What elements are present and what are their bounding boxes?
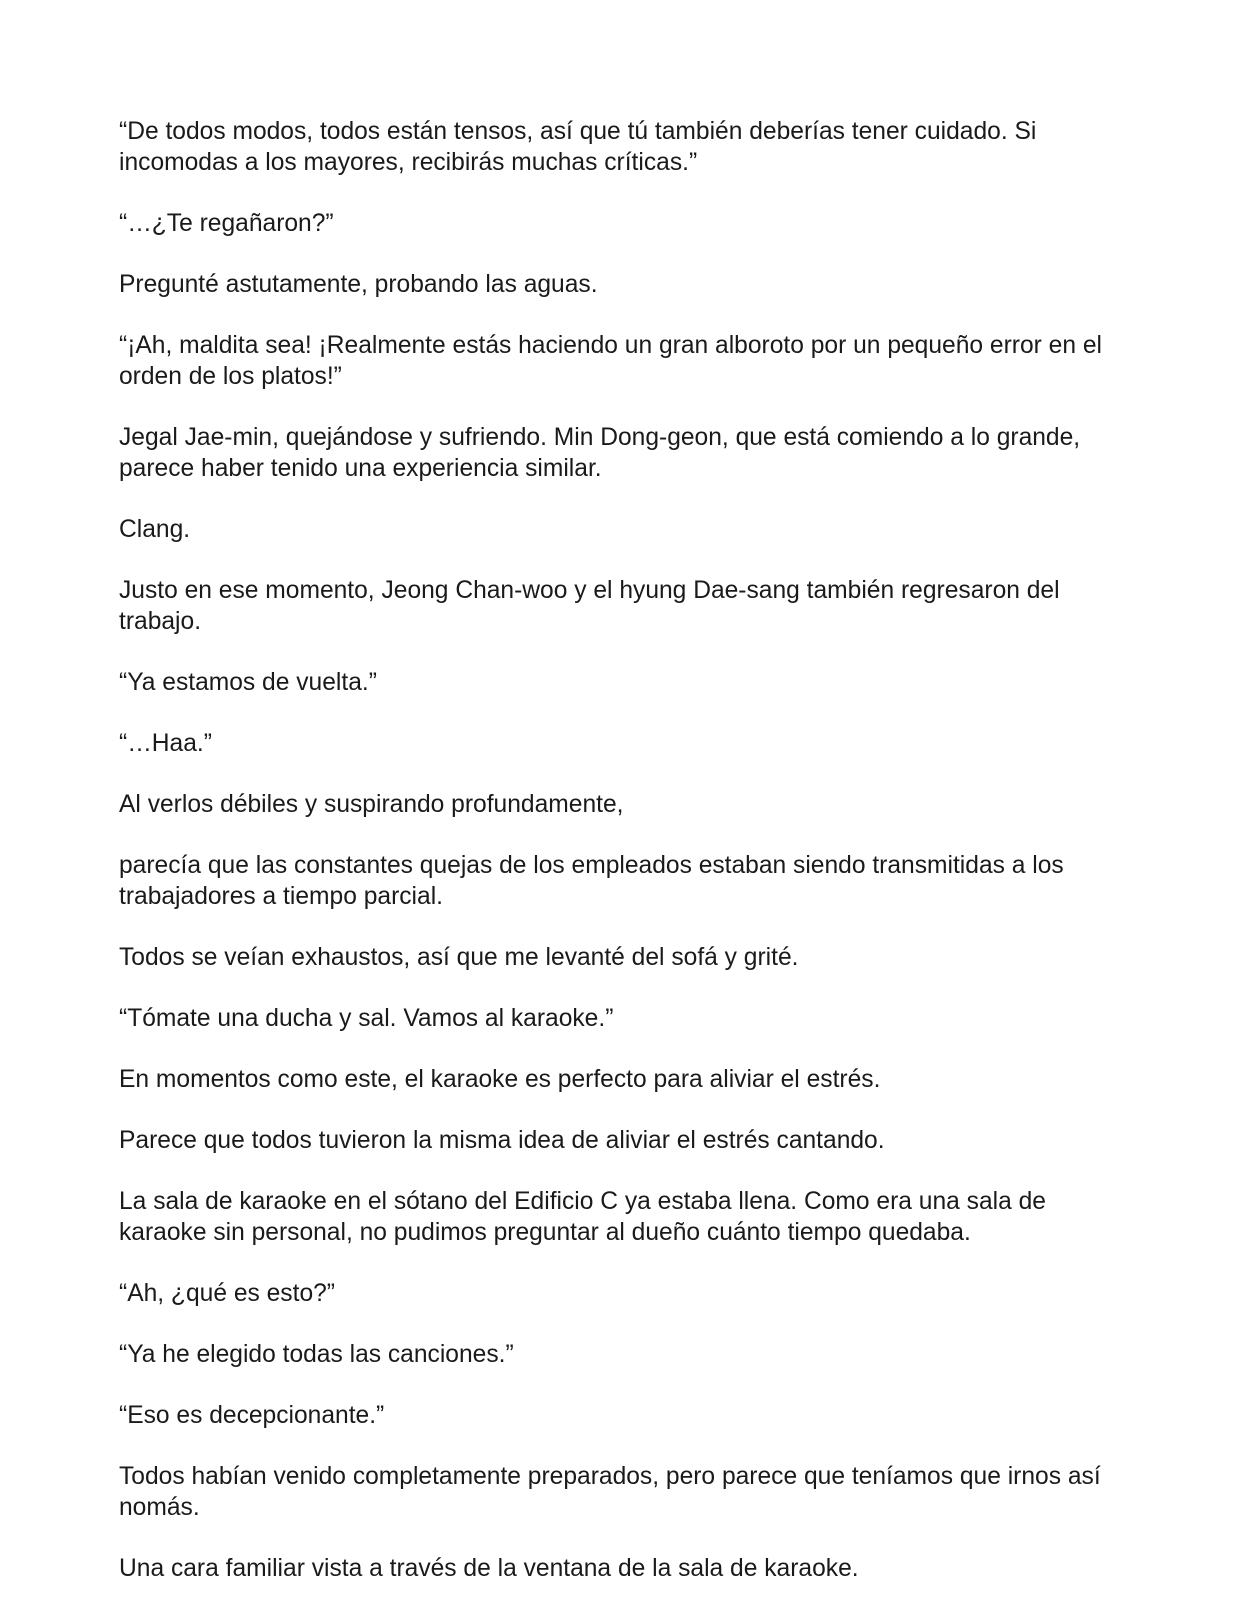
paragraph: Pregunté astutamente, probando las aguas.	[119, 271, 598, 298]
paragraph: “Tómate una ducha y sal. Vamos al karaoke.”	[119, 1005, 614, 1032]
paragraph: Al verlos débiles y suspirando profundamente,	[119, 791, 624, 818]
paragraph: “Eso es decepcionante.”	[119, 1402, 385, 1429]
paragraph: parecía que las constantes quejas de los empleados estaban siendo transmitidas a los trabajadores a tiempo parcial.	[119, 852, 1064, 910]
paragraph: Jegal Jae-min, quejándose y sufriendo. Min Dong-geon, que está comiendo a lo grande, parece haber tenido una experiencia similar.	[119, 424, 1081, 482]
paragraph: “…Haa.”	[119, 730, 212, 757]
paragraph: La sala de karaoke en el sótano del Edificio C ya estaba llena. Como era una sala de karaoke sin personal, no pudimos preguntar al dueño cuánto tiempo quedaba.	[119, 1188, 1046, 1246]
paragraph: “¡Ah, maldita sea! ¡Realmente estás haciendo un gran alboroto por un pequeño error en el orden de los platos!”	[119, 332, 1102, 390]
paragraph: En momentos como este, el karaoke es perfecto para aliviar el estrés.	[119, 1066, 881, 1093]
paragraph: Parece que todos tuvieron la misma idea de aliviar el estrés cantando.	[119, 1127, 885, 1154]
body-text	[119, 116, 1129, 1614]
paragraph: “Ya he elegido todas las canciones.”	[119, 1341, 514, 1368]
paragraph: “Ah, ¿qué es esto?”	[119, 1280, 335, 1307]
paragraph: “…¿Te regañaron?”	[119, 210, 334, 237]
paragraph: “Ya estamos de vuelta.”	[119, 669, 377, 696]
paragraph: Clang.	[119, 516, 191, 543]
paragraph: Justo en ese momento, Jeong Chan-woo y el hyung Dae-sang también regresaron del trabajo.	[119, 577, 1060, 635]
paragraph: “De todos modos, todos están tensos, así que tú también deberías tener cuidado. Si incomodas a los mayores, recibirás muchas críticas.”	[119, 118, 1037, 176]
paragraph: Todos habían venido completamente preparados, pero parece que teníamos que irnos así nomás.	[119, 1463, 1101, 1521]
paragraph: Una cara familiar vista a través de la ventana de la sala de karaoke.	[119, 1555, 859, 1582]
paragraph: Todos se veían exhaustos, así que me levanté del sofá y grité.	[119, 944, 799, 971]
